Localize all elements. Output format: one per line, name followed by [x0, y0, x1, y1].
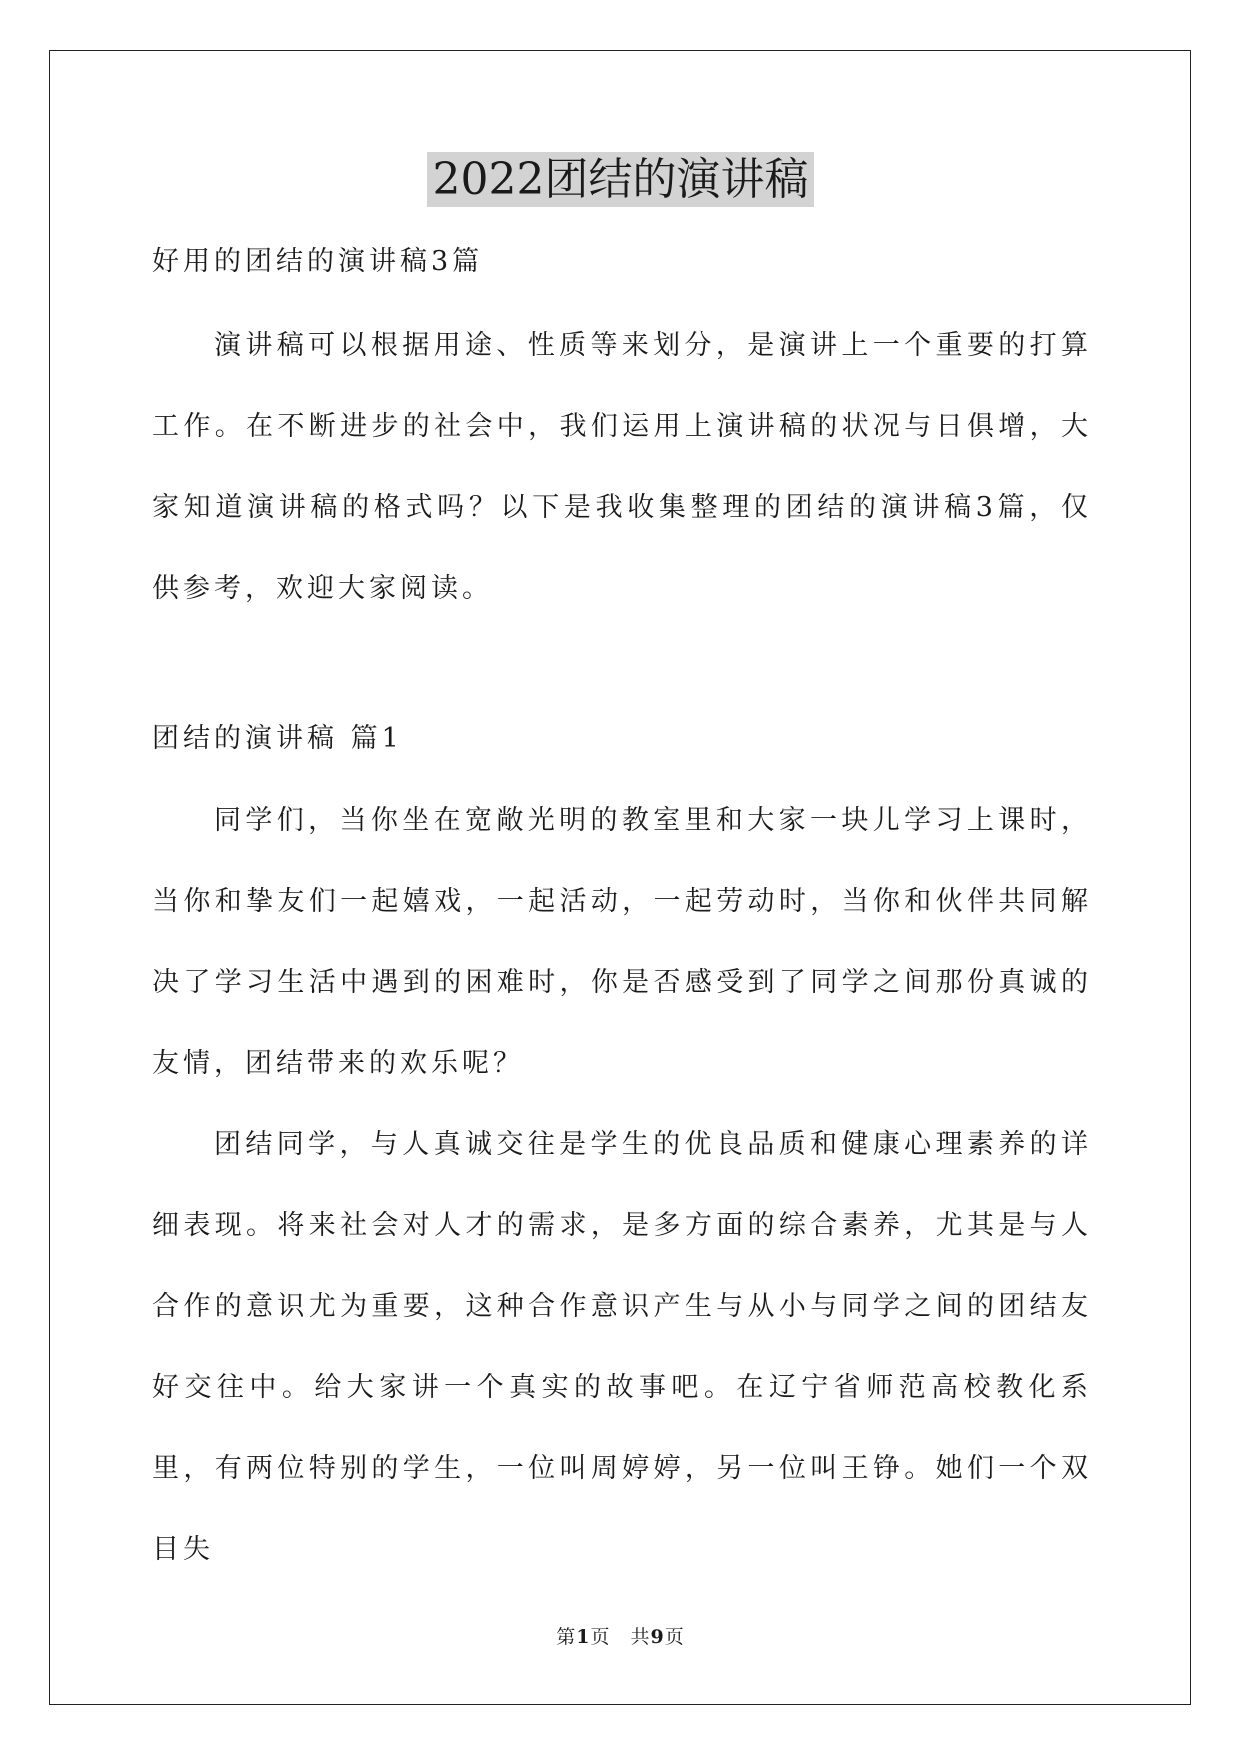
section-paragraph-1: 同学们，当你坐在宽敞光明的教室里和大家一块儿学习上课时，当你和挚友们一起嬉戏，一起活动，一起劳动时，当你和伙伴共同解决了学习生活中遇到的困难时，你是否感受到了同学之间那份真诚的友情，团结带来的欢乐呢？	[152, 805, 1092, 1079]
section-heading: 团结的演讲稿 篇1	[152, 723, 403, 754]
page-footer	[0, 1622, 1241, 1649]
intro-paragraph: 演讲稿可以根据用途、性质等来划分，是演讲上一个重要的打算工作。在不断进步的社会中，我们运用上演讲稿的状况与日俱增，大家知道演讲稿的格式吗？以下是我收集整理的团结的演讲稿3篇，仅供参考，欢迎大家阅读。	[152, 330, 1092, 604]
section-paragraph-2: 团结同学，与人真诚交往是学生的优良品质和健康心理素养的详细表现。将来社会对人才的需求，是多方面的综合素养，尤其是与人合作的意识尤为重要，这种合作意识产生与从小与同学之间的团结友好交往中。给大家讲一个真实的故事吧。在辽宁省师范高校教化系里，有两位特别的学生，一位叫周婷婷，另一位叫王铮。她们一个双目失	[152, 1129, 1092, 1565]
footer-page-mid: 页 共	[590, 1626, 651, 1648]
footer-page-prefix: 第	[556, 1626, 577, 1648]
footer-page-suffix: 页	[664, 1626, 685, 1648]
document-title-text: 2022团结的演讲稿	[427, 152, 815, 207]
footer-current-page: 1	[576, 1626, 591, 1648]
document-body	[152, 230, 1092, 1590]
footer-total-pages: 9	[650, 1626, 665, 1648]
document-title	[0, 150, 1241, 210]
document-subtitle: 好用的团结的演讲稿3篇	[152, 246, 484, 277]
